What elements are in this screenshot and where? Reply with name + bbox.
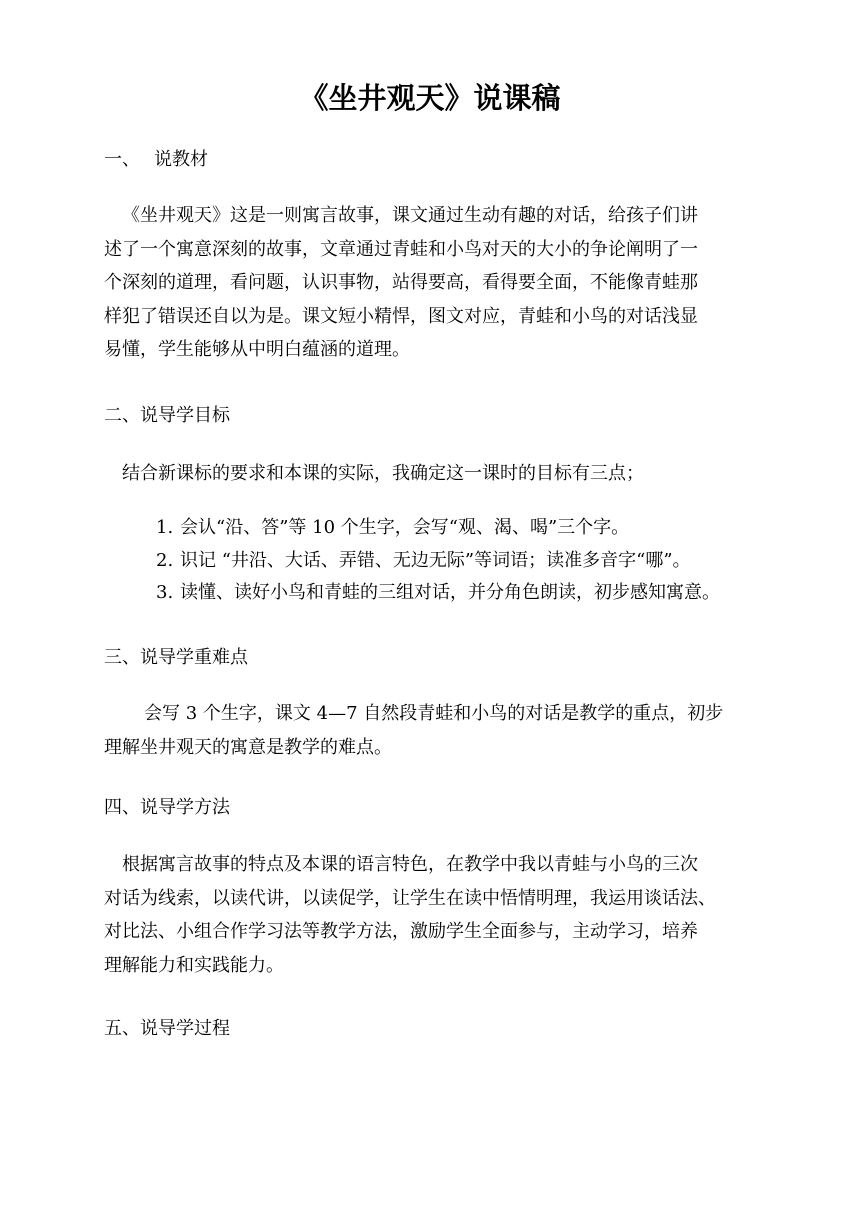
section-heading-5 [104, 1015, 230, 1043]
paragraph-line: 易懂，学生能够从中明白蕴涵的道理。 [104, 339, 410, 360]
list-text: 识记 “井沿、大话、弄错、无边无际”等词语；读准多音字“哪”。 [180, 549, 691, 571]
objectives-intro: 结合新课标的要求和本课的实际，我确定这一课时的目标有三点； [122, 463, 644, 484]
section-title: 说导学方法 [140, 797, 230, 818]
section-number: 四、 [104, 797, 140, 818]
section-title: 说导学重难点 [140, 647, 248, 668]
paragraph-line: 会写 3 个生字，课文 4—7 自然段青蛙和小鸟的对话是教学的重点，初步 [144, 703, 724, 724]
list-index: 1. [156, 517, 174, 538]
paragraph-line: 理解能力和实践能力。 [104, 954, 284, 976]
objectives-list [156, 512, 720, 610]
section-paragraph-4 [104, 848, 780, 982]
page-title: 《坐井观天》说课稿 [299, 81, 561, 115]
section-title: 说教材 [154, 149, 208, 170]
list-index: 3. [156, 582, 174, 603]
paragraph-line: 个深刻的道理，看问题，认识事物，站得要高，看得要全面，不能像青蛙那 [104, 272, 698, 293]
list-item [156, 512, 720, 545]
paragraph-line: 对比法、小组合作学习法等教学方法，激励学生全面参与，主动学习，培养 [104, 921, 698, 942]
section-heading-2 [104, 402, 230, 430]
section-number: 三、 [104, 647, 140, 668]
list-item [156, 545, 720, 578]
section-paragraph-1 [104, 199, 780, 367]
section-heading-4 [104, 794, 230, 822]
paragraph-line: 根据寓言故事的特点及本课的语言特色，在教学中我以青蛙与小鸟的三次 [122, 854, 698, 875]
section-heading-3 [104, 644, 248, 672]
list-text: 会认“沿、答”等 10 个生字，会写“观、渴、喝”三个字。 [180, 517, 630, 538]
section-number: 一、 [104, 149, 140, 170]
paragraph-line: 理解坐井观天的寓意是教学的难点。 [104, 736, 392, 758]
list-index: 2. [156, 549, 174, 571]
section-title: 说导学过程 [140, 1018, 230, 1039]
paragraph-line: 述了一个寓意深刻的故事，文章通过青蛙和小鸟对天的大小的争论阐明了一 [104, 238, 698, 260]
paragraph-line: 《坐井观天》这是一则寓言故事，课文通过生动有趣的对话，给孩子们讲 [122, 205, 698, 226]
section-heading-1 [104, 146, 208, 174]
list-text: 读懂、读好小鸟和青蛙的三组对话，并分角色朗读，初步感知寓意。 [180, 582, 720, 603]
section-paragraph-3 [104, 697, 780, 764]
paragraph-line: 样犯了错误还自以为是。课文短小精悍，图文对应，青蛙和小鸟的对话浅显 [104, 305, 698, 327]
section-number: 二、 [104, 405, 140, 426]
list-item [156, 577, 720, 610]
section-number: 五、 [104, 1018, 140, 1039]
paragraph-line: 对话为线索，以读代讲，以读促学，让学生在读中悟情明理，我运用谈话法、 [104, 887, 716, 909]
section-title: 说导学目标 [140, 405, 230, 426]
